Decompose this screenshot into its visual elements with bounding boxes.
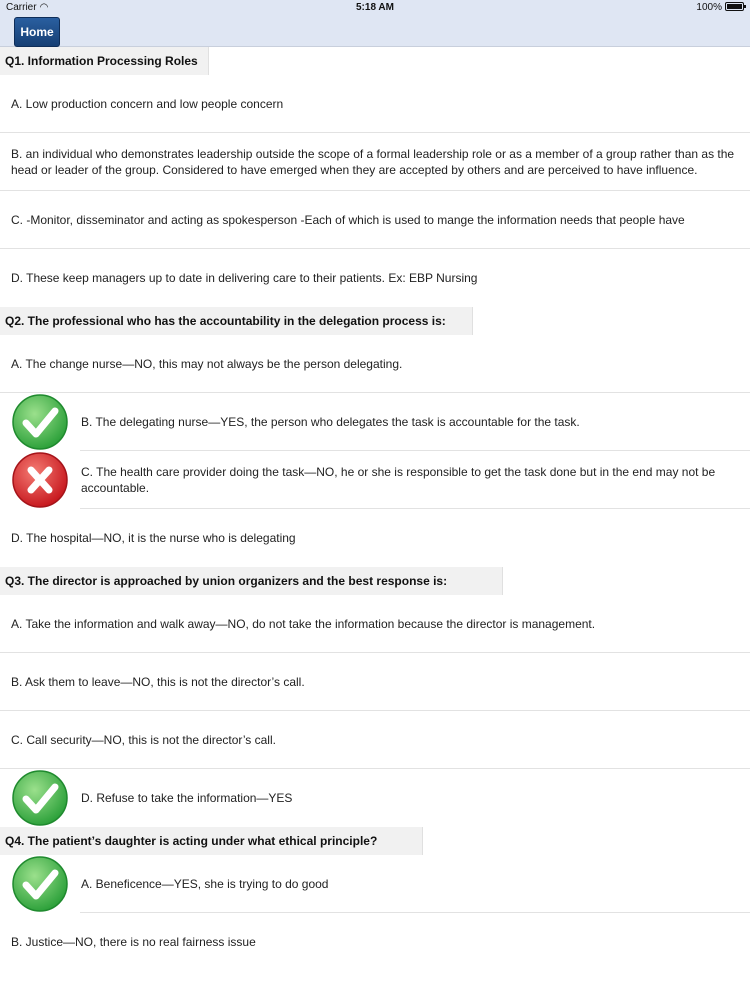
question-title: Q3. The director is approached by union organizers and the best response is: — [5, 574, 448, 588]
check-icon — [11, 769, 69, 827]
question-header — [0, 47, 750, 75]
answer-row[interactable] — [0, 75, 750, 133]
question-title: Q2. The professional who has the accountability in the delegation process is: — [5, 314, 446, 328]
answer-text: A. Beneficence—YES, she is trying to do good — [81, 876, 329, 891]
answer-text: D. Refuse to take the information—YES — [81, 791, 293, 805]
question-header — [0, 827, 750, 855]
answer-row[interactable] — [0, 653, 750, 711]
wifi-icon: ◠ — [39, 2, 49, 13]
answer-row[interactable] — [0, 595, 750, 653]
answer-row[interactable] — [0, 133, 750, 191]
answer-row[interactable] — [0, 509, 750, 567]
answer-text: B. Ask them to leave—NO, this is not the director’s call. — [11, 674, 305, 689]
question-title: Q4. The patient’s daughter is acting under what ethical principle? — [5, 834, 378, 848]
answer-row-correct[interactable] — [80, 393, 750, 451]
answer-text: B. an individual who demonstrates leadership outside the scope of a formal leadership role or as a member of a group rather than as the head or leader of the group. Considered to have emerged when they are accepted by others and are perceived to have influence. — [11, 146, 735, 177]
home-button[interactable]: Home — [14, 17, 60, 47]
carrier-label: Carrier ◠ — [6, 2, 49, 13]
answer-text: C. -Monitor, disseminator and acting as spokesperson -Each of which is used to mange the information needs that people have — [11, 212, 685, 227]
answer-text: A. Low production concern and low people concern — [11, 96, 284, 111]
answer-row[interactable] — [0, 191, 750, 249]
status-bar — [0, 0, 750, 16]
battery-indicator: 100% — [696, 2, 744, 13]
status-time: 5:18 AM — [356, 2, 394, 13]
check-icon — [11, 855, 69, 913]
answer-row-incorrect[interactable] — [80, 451, 750, 509]
answer-row[interactable] — [0, 249, 750, 307]
quiz-review-list — [0, 47, 750, 971]
answer-text: A. Take the information and walk away—NO, do not take the information because the director is management. — [11, 616, 596, 631]
answer-row[interactable] — [0, 913, 750, 971]
battery-icon — [725, 2, 744, 11]
answer-row[interactable] — [0, 335, 750, 393]
nav-bar — [0, 16, 750, 47]
answer-text: D. The hospital—NO, it is the nurse who is delegating — [11, 531, 296, 545]
answer-text: D. These keep managers up to date in delivering care to their patients. Ex: EBP Nursing — [11, 271, 478, 285]
answer-text: B. The delegating nurse—YES, the person who delegates the task is accountable for the task. — [81, 414, 580, 429]
answer-row-correct[interactable] — [0, 769, 750, 827]
question-title: Q1. Information Processing Roles — [5, 54, 198, 68]
check-icon — [11, 393, 69, 451]
answer-row[interactable] — [0, 711, 750, 769]
answer-text: C. Call security—NO, this is not the director’s call. — [11, 732, 276, 747]
question-header — [0, 307, 750, 335]
answer-row-correct[interactable] — [80, 855, 750, 913]
x-icon — [11, 451, 69, 509]
answer-text: B. Justice—NO, there is no real fairness issue — [11, 935, 256, 949]
question-header — [0, 567, 750, 595]
answer-text: A. The change nurse—NO, this may not always be the person delegating. — [11, 356, 403, 371]
answer-text: C. The health care provider doing the task—NO, he or she is responsible to get the task done but in the end may not be accountable. — [81, 464, 716, 495]
